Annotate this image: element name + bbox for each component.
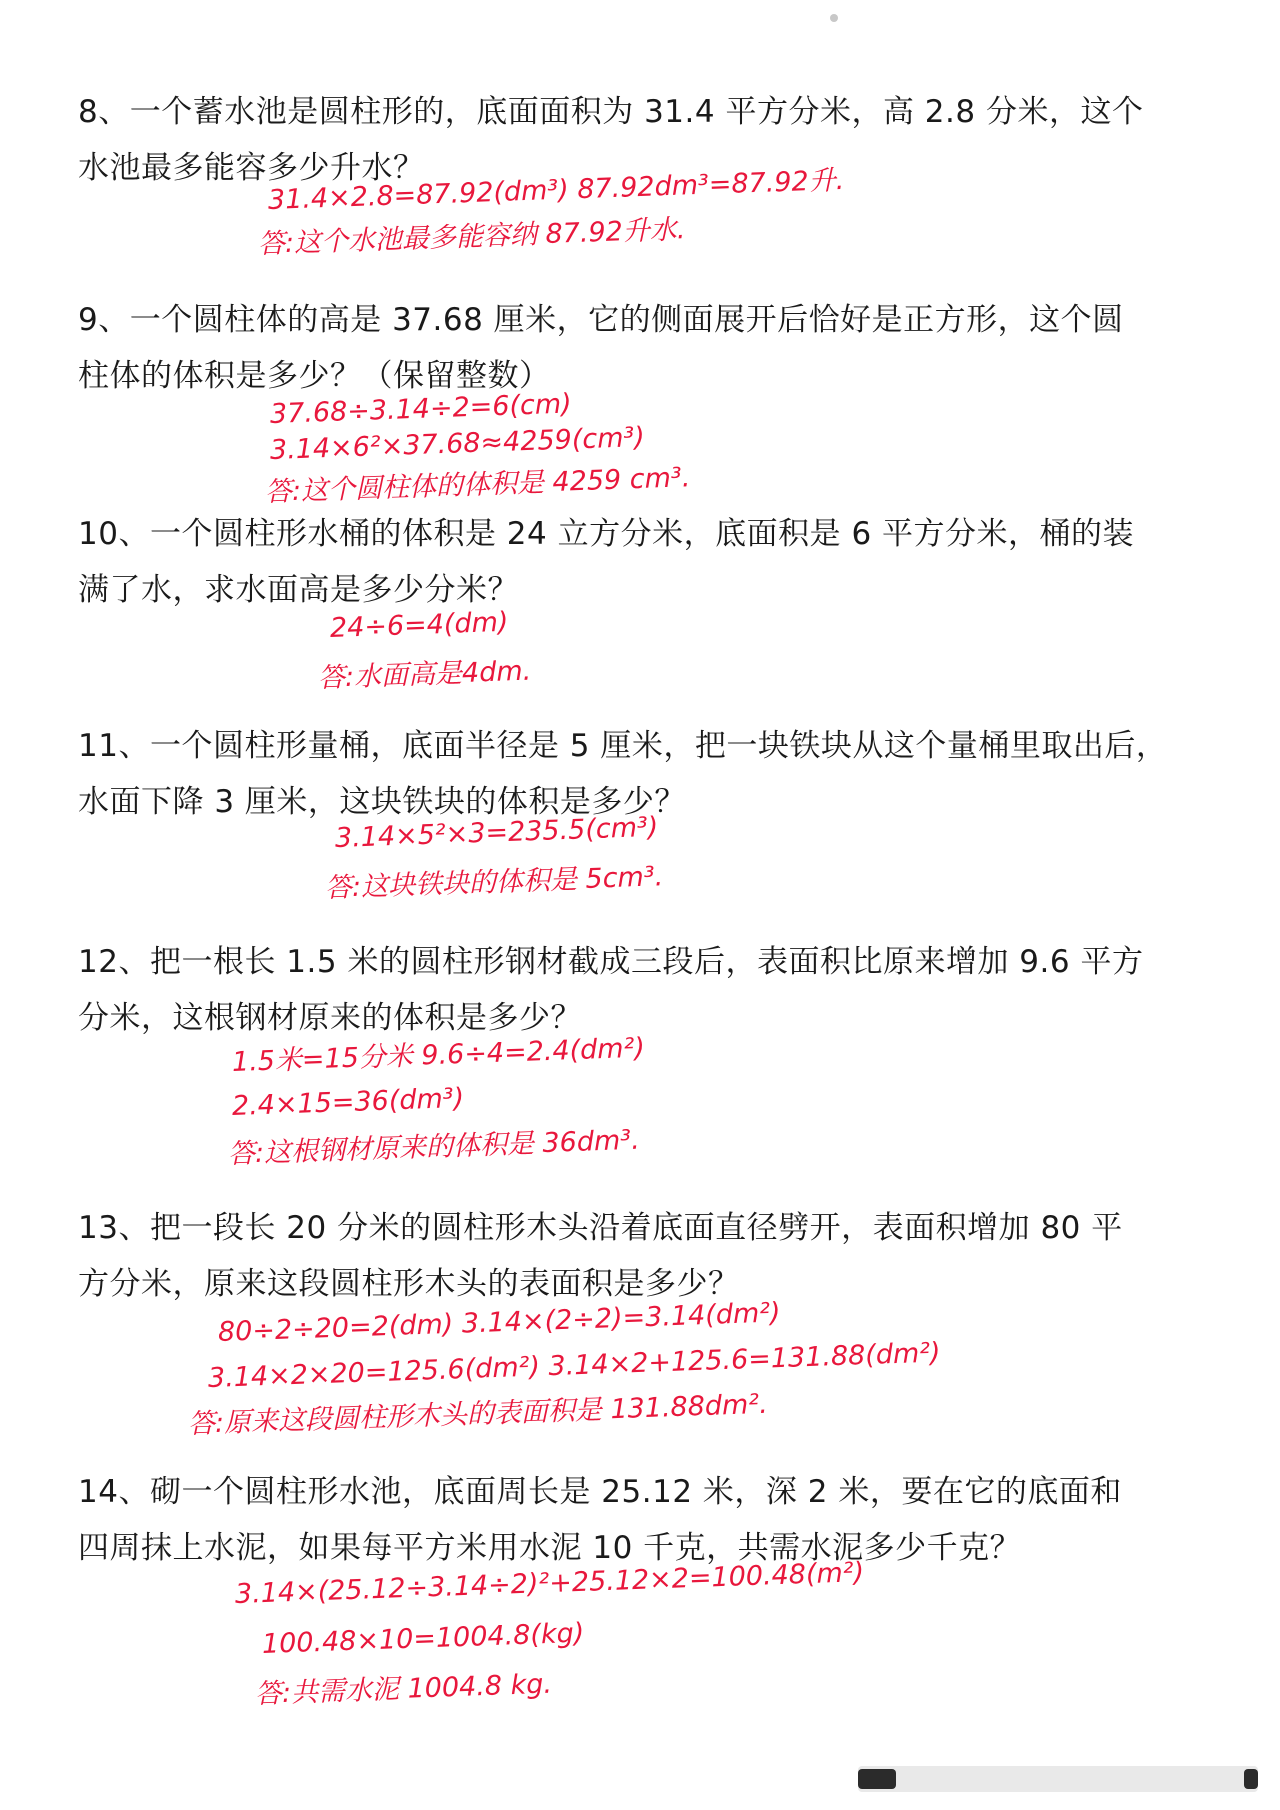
problem-14 — [78, 1472, 1218, 1568]
question-line: 13、把一段长 20 分米的圆柱形木头沿着底面直径劈开，表面积增加 80 平 — [78, 1210, 1123, 1246]
handwritten-work: 2.4×15=36(dm³) — [231, 1082, 465, 1122]
handwritten-work: 100.48×10=1004.8(kg) — [261, 1617, 585, 1660]
question-line: 9、一个圆柱体的高是 37.68 厘米，它的侧面展开后恰好是正方形，这个圆 — [78, 302, 1124, 338]
problem-9 — [78, 300, 1218, 396]
scrollbar-left-thumb[interactable] — [858, 1769, 896, 1789]
handwritten-answer: 答:这块铁块的体积是 5cm³. — [324, 861, 664, 904]
question-line: 分米，这根钢材原来的体积是多少？ — [78, 1000, 582, 1036]
question-line: 四周抹上水泥，如果每平方米用水泥 10 千克，共需水泥多少千克？ — [78, 1530, 1022, 1566]
handwritten-answer: 答:这根钢材原来的体积是 36dm³. — [227, 1124, 641, 1170]
scrollbar-right-thumb[interactable] — [1244, 1769, 1258, 1789]
handwritten-work: 1.5米=15分米 9.6÷4=2.4(dm²) — [231, 1032, 646, 1078]
question-line: 14、砌一个圆柱形水池，底面周长是 25.12 米，深 2 米，要在它的底面和 — [78, 1474, 1122, 1510]
problem-10 — [78, 514, 1218, 610]
handwritten-work: 80÷2÷20=2(dm) 3.14×(2÷2)=3.14(dm²) — [217, 1297, 782, 1348]
question-line: 12、把一根长 1.5 米的圆柱形钢材截成三段后，表面积比原来增加 9.6 平方 — [78, 944, 1144, 980]
handwritten-answer: 答:共需水泥 1004.8 kg. — [254, 1668, 553, 1710]
question-line: 水面下降 3 厘米，这块铁块的体积是多少？ — [78, 784, 686, 820]
question-line: 柱体的体积是多少？（保留整数） — [78, 358, 551, 394]
question-line: 满了水，求水面高是多少分米？ — [78, 572, 519, 608]
corner-dot — [830, 14, 838, 22]
question-line: 10、一个圆柱形水桶的体积是 24 立方分米，底面积是 6 平方分米，桶的装 — [78, 516, 1135, 552]
handwritten-work: 37.68÷3.14÷2=6(cm) — [269, 388, 573, 430]
question-line: 11、一个圆柱形量桶，底面半径是 5 厘米，把一块铁块从这个量桶里取出后， — [78, 728, 1168, 764]
handwritten-answer: 答:原来这段圆柱形木头的表面积是 131.88dm². — [187, 1388, 769, 1440]
problem-11 — [78, 726, 1218, 822]
handwritten-answer: 答:这个水池最多能容纳 87.92升水. — [257, 214, 686, 260]
problem-13 — [78, 1208, 1218, 1304]
handwritten-work: 24÷6=4(dm) — [329, 606, 509, 644]
handwritten-work: 3.14×6²×37.68≈4259(cm³) — [269, 421, 646, 466]
handwritten-work: 31.4×2.8=87.92(dm³) 87.92dm³=87.92升. — [267, 164, 845, 216]
question-line: 水池最多能容多少升水？ — [78, 150, 425, 186]
horizontal-scrollbar[interactable] — [858, 1766, 1258, 1792]
handwritten-answer: 答:水面高是4dm. — [317, 655, 532, 694]
question-line: 8、一个蓄水池是圆柱形的，底面面积为 31.4 平方分米，高 2.8 分米，这个 — [78, 94, 1144, 130]
handwritten-work: 3.14×2×20=125.6(dm²) 3.14×2+125.6=131.88(dm²) — [207, 1337, 942, 1394]
handwritten-work: 3.14×5²×3=235.5(cm³) — [334, 811, 659, 854]
handwritten-work: 3.14×(25.12÷3.14÷2)²+25.12×2=100.48(m²) — [234, 1557, 865, 1610]
question-line: 方分米，原来这段圆柱形木头的表面积是多少？ — [78, 1266, 740, 1302]
problem-12 — [78, 942, 1218, 1038]
handwritten-answer: 答:这个圆柱体的体积是 4259 cm³. — [264, 462, 691, 508]
